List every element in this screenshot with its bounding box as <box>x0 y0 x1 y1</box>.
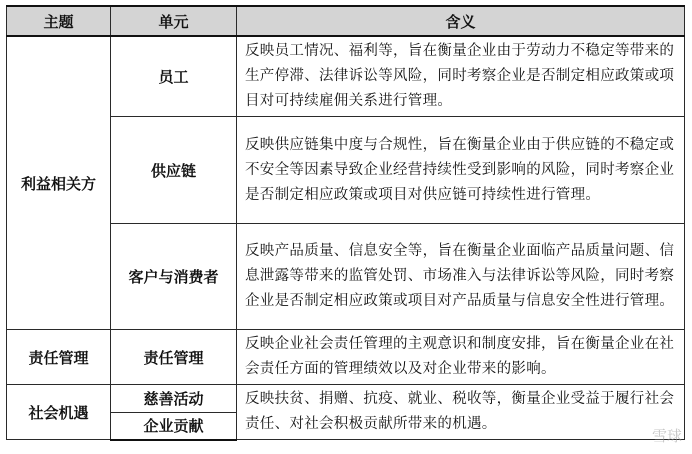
esg-table-container <box>6 5 684 441</box>
unit-cell-contribution: 企业贡献 <box>111 412 237 440</box>
table-row <box>7 330 685 385</box>
table-row <box>7 36 685 117</box>
theme-cell-social-opportunity: 社会机遇 <box>7 385 111 440</box>
esg-indicator-table <box>6 5 685 441</box>
unit-cell-responsibility: 责任管理 <box>111 330 237 385</box>
theme-cell-responsibility: 责任管理 <box>7 330 111 385</box>
meaning-cell-social-opportunity: 反映扶贫、捐赠、抗疫、就业、税收等，衡量企业受益于履行社会责任、对社会积极贡献所带来的机遇。 <box>237 385 685 440</box>
table-header <box>7 6 685 36</box>
meaning-cell-employees: 反映员工情况、福利等，旨在衡量企业由于劳动力不稳定等带来的生产停滞、法律诉讼等风险，同时考察企业是否制定相应政策或项目对可持续雇佣关系进行管理。 <box>237 36 685 117</box>
unit-cell-charity: 慈善活动 <box>111 385 237 413</box>
meaning-cell-customers: 反映产品质量、信息安全等，旨在衡量企业面临产品质量问题、信息泄露等带来的监管处罚、市场准入与法律诉讼等风险，同时考察企业是否制定相应政策或项目对产品质量与信息安全性进行管理。 <box>237 224 685 330</box>
watermark: 雪球 <box>651 427 682 445</box>
meaning-cell-supply-chain: 反映供应链集中度与合规性，旨在衡量企业由于供应链的不稳定或不安全等因素导致企业经营持续性受到影响的风险，同时考察企业是否制定相应政策或项目对供应链可持续性进行管理。 <box>237 117 685 224</box>
unit-cell-customers: 客户与消费者 <box>111 224 237 330</box>
table-row <box>7 385 685 413</box>
header-unit: 单元 <box>111 6 237 36</box>
unit-cell-supply-chain: 供应链 <box>111 117 237 224</box>
header-row <box>7 6 685 36</box>
theme-cell-stakeholders: 利益相关方 <box>7 36 111 330</box>
table-body <box>7 36 685 440</box>
header-theme: 主题 <box>7 6 111 36</box>
header-meaning: 含义 <box>237 6 685 36</box>
unit-cell-employees: 员工 <box>111 36 237 117</box>
meaning-cell-responsibility: 反映企业社会责任管理的主观意识和制度安排，旨在衡量企业在社会责任方面的管理绩效以及对企业带来的影响。 <box>237 330 685 385</box>
